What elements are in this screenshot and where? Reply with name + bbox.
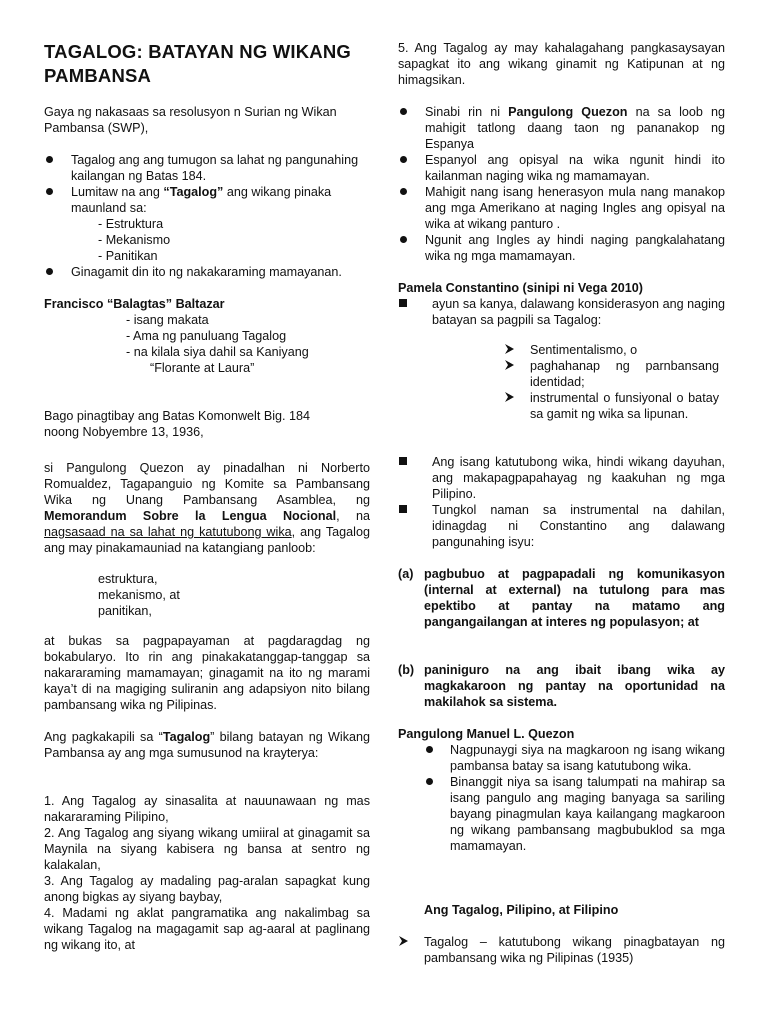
- sublist-item: - Panitikan: [98, 249, 158, 263]
- bullet-item: [44, 184, 370, 216]
- bullet-text: Tagalog ang ang tumugon sa lahat ng pangunahing kailangan ng Batas 184.: [71, 153, 359, 183]
- criteria-item-5: 5. Ang Tagalog ay may kahalagahang pangkasaysayan sapagkat ito ang wikang ginamit ng Katipunan at ng himagsikan.: [398, 41, 725, 87]
- bullet-item: [398, 104, 725, 152]
- balagtas-item: - Ama ng panuluang Tagalog: [126, 329, 287, 343]
- arrow-bullet-icon: [504, 390, 516, 404]
- bullet-bold-text: Pangulong Quezon: [508, 105, 628, 119]
- paragraph-text: ” bilang batayan ng Wikang Pambansa ay ang mga sumusunod na krayterya:: [44, 730, 370, 760]
- tagalog-bullets: [44, 152, 370, 280]
- manuel-heading: Pangulong Manuel L. Quezon: [398, 727, 575, 741]
- memorandum-title: Memorandum Sobre la Lengua Nocional: [44, 509, 337, 523]
- sublist-item: - Mekanismo: [98, 233, 171, 247]
- tagalog-bold: Tagalog: [162, 730, 211, 744]
- bullet-text: Tungkol naman sa instrumental na dahilan, idinagdag ni Constantino ang dalawang pangunahing isyu:: [432, 503, 725, 549]
- bukas-paragraph: at bukas sa pagpapayaman at pagdaragdag ng bokabularyo. Ito rin ang pinakakatanggap-tanggap sa nakararaming mamamayan; ginagamit na ito ng marami kaya’t di na magiging suliranin ang adapsiyon nito bilang pambansang wika ng Pilipinas.: [44, 634, 370, 712]
- underlined-text: nagsasaad na sa lahat ng katutubong wika: [44, 525, 292, 539]
- issue-a-text: pagbubuo at pagpapadali ng komunikasyon (internal at external) na tutulong para mas epektibo at pantay na matamo ang pangangailangan at interes ng populasyon; at: [424, 567, 725, 629]
- criteria-list: [44, 793, 370, 953]
- balagtas-heading: Francisco “Balagtas” Baltazar: [44, 297, 225, 311]
- panloob-item: panitikan,: [98, 604, 152, 618]
- issue-b-label: (b): [398, 663, 415, 677]
- issue-a-row: [398, 566, 725, 630]
- criteria-item: 2. Ang Tagalog ang siyang wikang umiiral at ginagamit sa Maynila na siyang kabisera ng bansa at sentro ng kalakalan,: [44, 826, 370, 872]
- bullet-text: Nagpunaygi siya na magkaroon ng isang wikang pambansa batay sa isang katutubong wika.: [450, 743, 725, 773]
- arrow-bullet-icon: [504, 358, 516, 372]
- bullet-text: ang wikang pinaka maunland sa:: [71, 185, 332, 215]
- balagtas-item: - isang makata: [126, 313, 209, 327]
- balagtas-item: - na kilala siya dahil sa Kaniyang: [126, 345, 309, 359]
- page-title: TAGALOG: BATAYAN NG WIKANG PAMBANSA: [44, 41, 352, 86]
- criteria-intro: [44, 729, 370, 761]
- arrow-item-text: Sentimentalismo, o: [530, 343, 638, 357]
- bullet-text: na sa loob ng mahigit tatlong daang taon ng pananakop ng Espanya: [425, 105, 726, 151]
- tagalog-definition: [398, 934, 725, 966]
- panloob-item: mekanismo, at: [98, 588, 180, 602]
- square-bullet-item: [398, 296, 725, 328]
- bullet-text: Ang isang katutubong wika, hindi wikang dayuhan, ang makapagpapahayag ng kaakuhan ng mga Pilipino.: [432, 455, 725, 501]
- consideration-list: [504, 342, 719, 422]
- arrow-item: [504, 390, 719, 422]
- intro-text: Gaya ng nakasaas sa resolusyon n Surian ng Wikan Pambansa (SWP),: [44, 105, 337, 135]
- square-bullet-item: [398, 454, 725, 502]
- definition-text: Tagalog – katutubong wikang pinagbatayan ng pambansang wika ng Pilipinas (1935): [424, 935, 725, 965]
- issue-a: [398, 566, 725, 630]
- panloob-list: [98, 571, 298, 619]
- bullet-text: Ginagamit din ito ng nakakaraming mamayanan.: [71, 265, 342, 279]
- criteria-item: 1. Ang Tagalog ay sinasalita at nauunawaan ng mas nakararaming Pilipino,: [44, 794, 370, 824]
- arrow-item: [398, 934, 725, 966]
- criteria-item: 3. Ang Tagalog ay madaling pag-aralan sapagkat kung anong bigkas ay siyang baybay,: [44, 874, 370, 904]
- bullet-item: [398, 232, 725, 264]
- bullet-text: Binanggit niya sa isang talumpati na mahirap sa isang pangulo ang maging banyaga sa sariling bayang pinagmulan kaya kailangang magkaroon ng wikang pambansang magbubuklod sa mga mamamayan.: [450, 775, 725, 853]
- paragraph-text: , ang Tagalog ang may pinakamauniad na katangiang panloob:: [44, 525, 370, 555]
- bullet-text: ayun sa kanya, dalawang konsiderasyon ang naging batayan sa pagpili sa Tagalog:: [432, 297, 725, 327]
- structure-sublist: [44, 216, 370, 264]
- issue-a-label: (a): [398, 567, 414, 581]
- constantino-s1: [398, 296, 725, 328]
- paragraph-text: Ang pagkakapili sa “: [44, 730, 163, 744]
- bullet-item: [44, 152, 370, 184]
- bullet-item: [44, 264, 370, 280]
- balagtas-list: [126, 312, 376, 376]
- bullet-item: [398, 742, 725, 774]
- sublist-item: - Estruktura: [98, 217, 164, 231]
- issue-b-text: paniniguro na ang ibait ibang wika ay magkakaroon ng pantay na oportunidad na makilahok sa sistema.: [424, 663, 725, 709]
- arrow-bullet-icon: [504, 342, 516, 356]
- bullet-item: [398, 774, 725, 854]
- arrow-item-text: instrumental o funsiyonal o batay sa gamit ng wika sa lipunan.: [530, 391, 719, 421]
- bullet-item: [398, 184, 725, 232]
- square-bullet-item: [398, 502, 725, 550]
- bullet-text: Lumitaw na ang: [71, 185, 164, 199]
- paragraph-text: si Pangulong Quezon ay pinadalhan ni Norberto Romualdez, Tagapanguio ng Komite sa Pambansang Wika ng Unang Pambansang Asamblea, ng: [44, 461, 370, 507]
- constantino-heading: Pamela Constantino (sinipi ni Vega 2010): [398, 281, 643, 295]
- issue-b-row: [398, 662, 725, 710]
- arrow-item-text: paghahanap ng parnbansang identidad;: [530, 359, 719, 389]
- constantino-s2-s3: [398, 454, 725, 550]
- balagtas-item: “Florante at Laura”: [150, 361, 255, 375]
- bullet-text: Mahigit nang isang henerasyon mula nang manakop ang mga Amerikano at naging Ingles ang opisyal na wika at wikang panturo .: [425, 185, 725, 231]
- tpf-heading: Ang Tagalog, Pilipino, at Filipino: [424, 903, 619, 917]
- panloob-item: estruktura,: [98, 572, 158, 586]
- batas-text: Bago pinagtibay ang Batas Komonwelt Big. 184 noong Nobyembre 13, 1936,: [44, 409, 311, 439]
- bullet-item: [398, 152, 725, 184]
- arrow-item: [504, 342, 719, 358]
- bullet-text: Sinabi rin ni: [425, 105, 509, 119]
- bullet-bold-text: “Tagalog”: [163, 185, 224, 199]
- manuel-bullets: [398, 742, 725, 854]
- criteria-item: 4. Madami ng aklat pangramatika ang nakalimbag sa wikang Tagalog na magagamit sap ag-aaral at paglinang ng wikang ito, at: [44, 906, 370, 952]
- bullet-text: Espanyol ang opisyal na wika ngunit hindi ito kailanman naging wika ng mamamayan.: [425, 153, 725, 183]
- arrow-item: [504, 358, 719, 390]
- bullet-text: Ngunit ang Ingles ay hindi naging pangkalahatang wika ng mga mamamayan.: [425, 233, 725, 263]
- quezon-paragraph: [44, 460, 370, 556]
- quezon-bullets: [398, 104, 725, 264]
- arrow-bullet-icon: [398, 934, 410, 948]
- issue-b: [398, 662, 725, 710]
- paragraph-text: , na: [336, 509, 370, 523]
